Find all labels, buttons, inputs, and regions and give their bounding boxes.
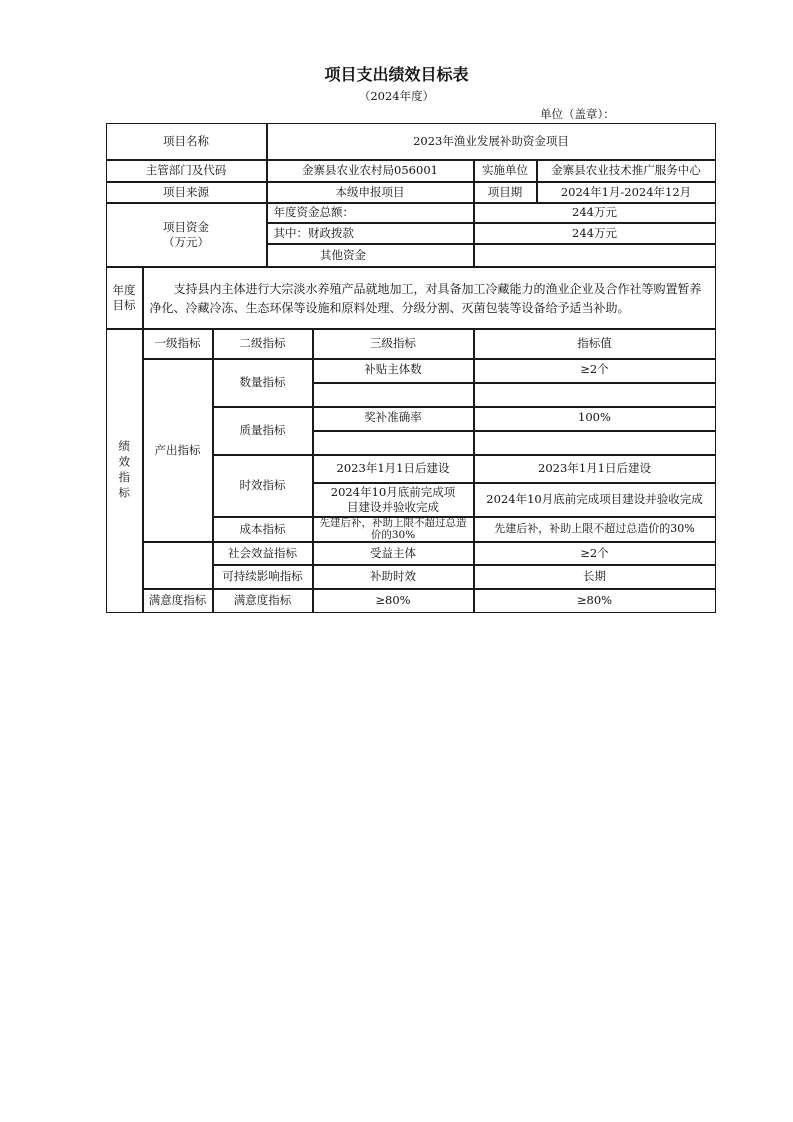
- social-benefit-name: 受益主体: [313, 542, 474, 565]
- funds-label: [106, 203, 267, 267]
- benefit-indicator-label: [143, 542, 213, 589]
- cost-indicator-label: 成本指标: [213, 517, 313, 542]
- header-level3: 三级指标: [313, 329, 474, 359]
- quality-value-2: [474, 431, 716, 455]
- sustainability-name: 补助时效: [313, 565, 474, 589]
- sustainability-value: 长期: [474, 565, 716, 589]
- quantity-value-1: ≥2个: [474, 359, 716, 383]
- funds-total-value: 244万元: [474, 203, 716, 223]
- quality-name-2: [313, 431, 474, 455]
- timeliness-name-2: 2024年10月底前完成项目建设并验收完成: [313, 483, 474, 517]
- performance-target-table: [106, 123, 716, 613]
- quality-indicator-label: 质量指标: [213, 407, 313, 455]
- cost-value-1: 先建后补，补助上限不超过总造价的30%: [474, 517, 716, 542]
- period-label: 项目期: [474, 182, 537, 203]
- goal-label-line1: 年度: [112, 283, 136, 298]
- unit-seal-label: 单位（盖章）：: [540, 107, 615, 121]
- fiscal-year: （2024年度）: [358, 89, 435, 103]
- header-level2: 二级指标: [213, 329, 313, 359]
- goal-text: 支持县内主体进行大宗淡水养殖产品就地加工，对具备加工冷藏能力的渔业企业及合作社等购置暂养净化、冷藏冷冻、生态环保等设施和原料处理、分级分割、灭菌包装等设备给予适当补助。: [143, 267, 716, 329]
- page-title: 项目支出绩效目标表: [324, 65, 469, 84]
- project-name-value: 2023年渔业发展补助资金项目: [267, 123, 716, 160]
- satisfaction-level2-label: 满意度指标: [213, 589, 313, 613]
- social-benefit-value: ≥2个: [474, 542, 716, 565]
- timeliness-name-1: 2023年1月1日后建设: [313, 455, 474, 483]
- indicators-section-label: [106, 329, 143, 613]
- sustainability-label: 可持续影响指标: [213, 565, 313, 589]
- timeliness-value-1: 2023年1月1日后建设: [474, 455, 716, 483]
- source-label: 项目来源: [106, 182, 267, 203]
- funds-label-line2: （万元）: [163, 234, 209, 249]
- goal-label-line2: 目标: [112, 297, 136, 312]
- funds-other-label: 其他资金: [267, 244, 474, 267]
- project-name-label: 项目名称: [106, 123, 267, 160]
- funds-fiscal-label: 其中：财政拨款: [267, 223, 474, 244]
- funds-other-value: [474, 244, 716, 267]
- quantity-name-2: [313, 383, 474, 407]
- output-indicator-label: 产出指标: [143, 359, 213, 542]
- source-value: 本级申报项目: [267, 182, 474, 203]
- quantity-indicator-label: 数量指标: [213, 359, 313, 407]
- indicators-section-text: 绩效指标: [117, 439, 132, 502]
- dept-label: 主管部门及代码: [106, 160, 267, 182]
- cost-name-1: 先建后补，补助上限不超过总造价的30%: [313, 517, 474, 542]
- quantity-value-2: [474, 383, 716, 407]
- quality-name-1: 奖补准确率: [313, 407, 474, 431]
- timeliness-indicator-label: 时效指标: [213, 455, 313, 517]
- period-value: 2024年1月-2024年12月: [537, 182, 716, 203]
- funds-label-line1: 项目资金: [163, 220, 209, 235]
- funds-fiscal-value: 244万元: [474, 223, 716, 244]
- funds-total-label: 年度资金总额：: [267, 203, 474, 223]
- goal-label: [106, 267, 143, 329]
- header-value: 指标值: [474, 329, 716, 359]
- social-benefit-label: 社会效益指标: [213, 542, 313, 565]
- satisfaction-value: ≥80%: [474, 589, 716, 613]
- quality-value-1: 100%: [474, 407, 716, 431]
- header-level1: 一级指标: [143, 329, 213, 359]
- satisfaction-level1-label: 满意度指标: [143, 589, 213, 613]
- impl-value: 金寨县农业技术推广服务中心: [537, 160, 716, 182]
- impl-label: 实施单位: [474, 160, 537, 182]
- timeliness-value-2: 2024年10月底前完成项目建设并验收完成: [474, 483, 716, 517]
- dept-value: 金寨县农业农村局056001: [267, 160, 474, 182]
- satisfaction-name: ≥80%: [313, 589, 474, 613]
- quantity-name-1: 补贴主体数: [313, 359, 474, 383]
